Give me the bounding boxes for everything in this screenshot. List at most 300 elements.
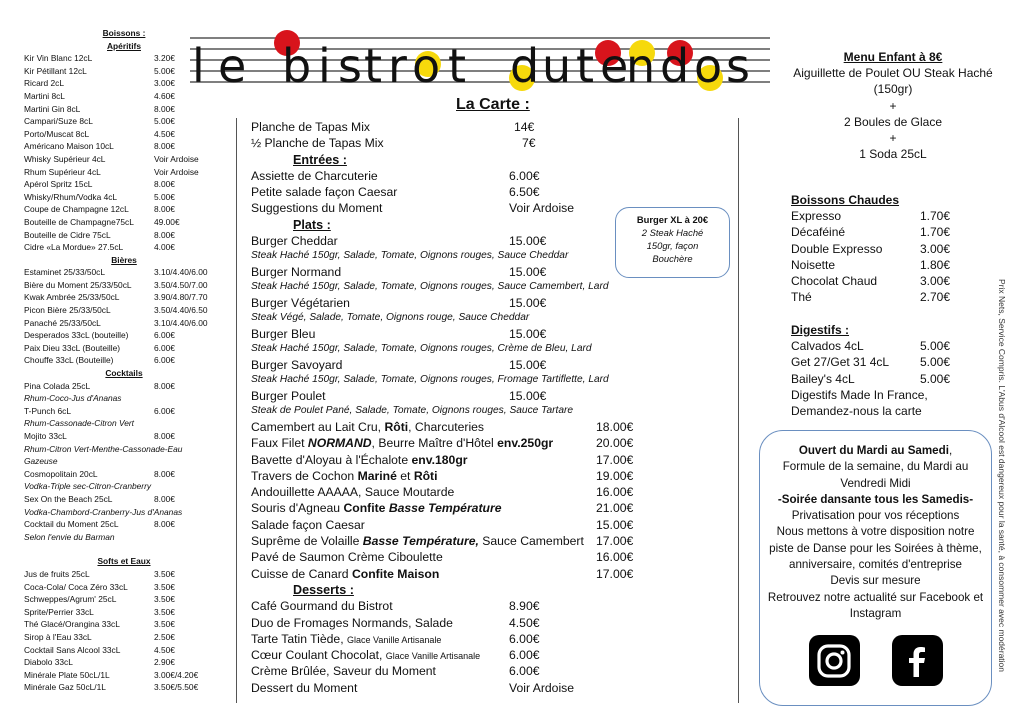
logo-letter: t	[448, 39, 467, 93]
drink-price: 8.00€	[154, 431, 175, 441]
drink-name: Américano Maison 10cL	[24, 141, 114, 152]
drink-price: 8.00€	[154, 103, 175, 114]
plat-bold: Confite Maison	[351, 566, 440, 581]
drink-price: 3.20€	[154, 53, 175, 64]
info-box	[759, 430, 992, 706]
logo-letter: l	[192, 39, 205, 93]
kids-menu-title: Menu Enfant à 8€	[843, 50, 943, 64]
plat-price: 21.00€	[596, 501, 634, 516]
drink-price: 2.50€	[154, 631, 175, 642]
dessert-item	[251, 663, 641, 679]
menu-item-price: 6.00€	[509, 168, 540, 183]
drink-price: 8.00€	[154, 229, 175, 240]
plat-text: et	[396, 468, 414, 483]
formule-text: Formule de la semaine, du Mardi au Vendredi Midi	[782, 460, 969, 490]
hot-drink-price: 3.00€	[920, 273, 951, 288]
drink-row	[24, 317, 224, 330]
digestif-price: 5.00€	[920, 371, 951, 386]
dessert-item	[251, 598, 641, 614]
drink-price: Voir Ardoise	[154, 166, 199, 177]
privatisation-text: Privatisation pour vos réceptions	[791, 509, 960, 523]
menu-item-price: 15.00€	[509, 296, 547, 311]
hot-drink	[791, 257, 981, 273]
drink-price: 3.50€	[154, 606, 175, 617]
drinks-title: Boissons :	[102, 28, 146, 38]
plat-item	[251, 549, 641, 565]
plat-item	[251, 517, 641, 533]
drink-row	[24, 493, 224, 506]
bieres-list	[24, 266, 224, 367]
plat-text: Pavé de Saumon Crème Ciboulette	[251, 550, 443, 565]
burger-xl-box	[615, 207, 730, 278]
dessert-price: 6.00€	[509, 631, 540, 646]
menu-item	[251, 357, 641, 373]
drink-name: Ricard 2cL	[24, 78, 65, 89]
logo-letter: s	[338, 39, 362, 93]
drink-name: Pina Colada 25cL	[24, 380, 91, 391]
hot-drink	[791, 273, 981, 289]
drink-name: Whisky Supérieur 4cL	[24, 153, 106, 164]
drink-price: 8.00€	[154, 468, 175, 479]
plat-name	[251, 567, 439, 581]
logo-letter: b	[282, 39, 312, 93]
hot-drink-name: Noisette	[791, 257, 836, 272]
menu-item	[251, 295, 641, 311]
menu-item-name: Burger Savoyard	[251, 358, 343, 373]
drink-price: 4.50€	[154, 128, 175, 139]
drink-price: 3.00€	[154, 78, 175, 89]
drink-row	[24, 656, 224, 669]
menu-item-name: Burger Normand	[251, 265, 342, 280]
plat-text: Cuisse de Canard	[251, 566, 352, 581]
dessert-item	[251, 680, 641, 696]
drink-name: T-Punch 6cL	[24, 405, 72, 416]
drink-row	[24, 518, 224, 531]
dessert-price: 6.00€	[509, 648, 540, 663]
dessert-name: Dessert du Moment	[251, 680, 358, 695]
drink-desc: Vodka-Triple sec-Citron-Cranberry	[24, 481, 152, 492]
drink-name: Chouffe 33cL (Bouteille)	[24, 355, 114, 366]
drink-name: Kir Vin Blanc 12cL	[24, 53, 93, 64]
drink-price: 5.00€	[154, 191, 175, 202]
menu-item	[251, 233, 641, 249]
hot-drink-price: 1.70€	[920, 209, 951, 224]
hot-drink	[791, 208, 981, 224]
drink-price: 6.00€	[154, 405, 175, 416]
drink-price: 5.00€	[154, 116, 175, 127]
digestif	[791, 371, 991, 387]
burger-xl-line: 150gr, façon	[646, 240, 699, 251]
entrees-title: Entrées :	[293, 152, 347, 167]
drink-row	[24, 644, 224, 657]
menu-item-price: Voir Ardoise	[509, 201, 575, 216]
digestifs-title: Digestifs :	[791, 323, 850, 337]
drink-price: 6.00€	[154, 342, 175, 353]
bieres-title: Bières	[111, 254, 137, 265]
kids-menu-line: 2 Boules de Glace	[843, 114, 943, 129]
plat-text: Camembert au Lait Cru,	[251, 419, 385, 434]
drink-row	[24, 266, 224, 279]
dessert-price: Voir Ardoise	[509, 680, 575, 695]
drink-name: Coupe de Champagne 12cL	[24, 204, 129, 215]
logo-letter: d	[510, 39, 540, 93]
soiree-text: -Soirée dansante tous les Samedis-	[777, 492, 974, 506]
dance-floor-text: Nous mettons à votre disposition notre piste de Danse pour les Soirées à thème, anniversaire, comités d'entreprise	[769, 525, 982, 572]
burger-xl-line: Bouchère	[652, 253, 693, 264]
drink-price: 4.50€	[154, 644, 175, 655]
logo-letter: n	[626, 39, 656, 93]
drink-desc: Rhum-Coco-Jus d'Ananas	[24, 393, 122, 404]
menu-item	[251, 200, 641, 216]
hot-drink-price: 3.00€	[920, 241, 951, 256]
drink-name: Mojito 33cL	[24, 431, 67, 441]
drink-price: 3.50/4.50/7.00	[154, 279, 208, 290]
digestif-name: Bailey's 4cL	[791, 371, 855, 386]
plat-item	[251, 435, 641, 451]
drink-name: Coca-Cola/ Coca Zéro 33cL	[24, 581, 128, 592]
drink-name: Thé Glacé/Orangina 33cL	[24, 619, 120, 630]
dessert-name: Cœur Coulant Chocolat, Glace Vanille Artisanale	[251, 648, 481, 663]
drink-name: Cidre «La Mordue» 27.5cL	[24, 242, 124, 253]
plat-item	[251, 468, 641, 484]
drink-row	[24, 581, 224, 594]
drink-price: 4.00€	[154, 242, 175, 253]
logo-letter: u	[542, 39, 572, 93]
menu-item	[251, 326, 641, 342]
plat-bold-italic: Basse Température,	[362, 534, 479, 549]
drink-price: 6.00€	[154, 330, 175, 341]
burger-desc: Steak Haché 150gr, Salade, Tomate, Oignons rouges, Fromage Tartiflette, Lard	[251, 374, 609, 386]
drink-price: 2.90€	[154, 657, 175, 668]
burger-desc: Steak Haché 150gr, Salade, Tomate, Oignons rouges, Sauce Camembert, Lard	[251, 281, 609, 293]
drink-name: Estaminet 25/33/50cL	[24, 267, 106, 278]
drink-desc: Vodka-Chambord-Cranberry-Jus d'Ananas	[24, 506, 183, 517]
drink-row	[24, 430, 224, 443]
plat-name	[251, 550, 443, 564]
digestif-name: Get 27/Get 31 4cL	[791, 355, 890, 370]
drink-price: 8.00€	[154, 141, 175, 152]
drink-price: 3.10/4.40/6.00	[154, 267, 208, 278]
hot-drink	[791, 241, 981, 257]
drink-row	[24, 329, 224, 342]
drink-price: 8.00€	[154, 519, 175, 530]
drink-row	[24, 216, 224, 229]
plat-name	[251, 420, 484, 434]
drink-row	[24, 128, 224, 141]
plat-bold: Rôti	[413, 468, 438, 483]
kids-menu-line: Aiguillette de Poulet OU Steak Haché	[793, 66, 993, 81]
plat-name	[251, 501, 502, 515]
drink-name: Picon Bière 25/33/50cL	[24, 305, 111, 316]
drink-row	[24, 229, 224, 242]
menu-item	[251, 388, 641, 404]
drink-row	[24, 115, 224, 128]
divider-right	[738, 118, 739, 703]
plat-price: 20.00€	[596, 436, 634, 451]
plat-bold: Confite	[343, 501, 389, 516]
dessert-price: 8.90€	[509, 599, 540, 614]
hot-drink-price: 2.70€	[920, 290, 951, 305]
dessert-item	[251, 615, 641, 631]
drink-name: Martini 8cL	[24, 90, 65, 101]
drink-row	[24, 166, 224, 179]
menu-item-price: 15.00€	[509, 358, 547, 373]
menu-item-name: Burger Végétarien	[251, 296, 350, 311]
kids-menu-line: +	[889, 131, 897, 146]
hot-drink-name: Chocolat Chaud	[791, 273, 878, 288]
plat-item	[251, 500, 641, 516]
drink-price: 8.00€	[154, 380, 175, 391]
drink-name: Schweppes/Agrum' 25cL	[24, 594, 117, 605]
drink-desc: Rhum-Cassonade-Citron Vert	[24, 418, 135, 429]
drink-row	[24, 606, 224, 619]
dessert-name: Tarte Tatin Tiède, Glace Vanille Artisanale	[251, 631, 442, 646]
plat-name	[251, 436, 553, 450]
drink-row	[24, 593, 224, 606]
drink-row	[24, 342, 224, 355]
logo-letter: o	[412, 39, 441, 93]
plat-price: 17.00€	[596, 566, 634, 581]
menu-item-price: 7€	[522, 136, 536, 151]
drink-desc: Rhum-Citron Vert-Menthe-Cassonade-Eau	[24, 443, 183, 454]
burger-desc: Steak Haché 150gr, Salade, Tomate, Oignons rouges, Sauce Cheddar	[251, 250, 569, 262]
digestif-price: 5.00€	[920, 355, 951, 370]
menu-item-name: Burger Bleu	[251, 327, 316, 342]
plat-item	[251, 452, 641, 468]
drink-price: 3.50€	[154, 568, 175, 579]
logo-letter: o	[694, 39, 723, 93]
drink-price: 3.50/4.40/6.50	[154, 305, 208, 316]
cocktails-title: Cocktails	[105, 368, 143, 379]
drink-name: Sirop à l'Eau 33cL	[24, 631, 92, 642]
logo-letter: e	[600, 39, 629, 93]
menu-item	[251, 264, 641, 280]
plat-name	[251, 469, 438, 483]
drink-price: 3.90/4.80/7.70	[154, 292, 208, 303]
menu-item-price: 15.00€	[509, 389, 547, 403]
softs-list	[24, 568, 224, 694]
drink-name: Jus de fruits 25cL	[24, 568, 90, 579]
plat-name	[251, 453, 468, 467]
desserts-title: Desserts :	[293, 582, 354, 597]
digestif-price: 5.00€	[920, 339, 951, 354]
drink-name: Desperados 33cL (bouteille)	[24, 330, 129, 341]
plats-title: Plats :	[293, 217, 331, 232]
plat-text: Bavette d'Aloyau à l'Échalote	[251, 452, 412, 467]
menu-item-price: 6.50€	[509, 185, 540, 200]
drink-name: Rhum Supérieur 4cL	[24, 166, 101, 177]
drink-row	[24, 203, 224, 216]
plat-price: 19.00€	[596, 468, 634, 483]
plat-text: Travers de Cochon	[251, 468, 358, 483]
menu-item	[251, 184, 641, 200]
drink-row	[24, 191, 224, 204]
drink-name: Minérale Gaz 50cL/1L	[24, 682, 106, 693]
legal-note-text: Prix Nets, Service Compris. L'Abus d'Alcool est dangereux pour la santé, à consommer avec modération	[997, 279, 1007, 673]
dessert-name: Duo de Fromages Normands, Salade	[251, 615, 453, 630]
drink-name: Kir Pétillant 12cL	[24, 65, 87, 76]
logo-letter: d	[660, 39, 690, 93]
hot-drink	[791, 289, 981, 305]
digestif-name: Calvados 4cL	[791, 339, 864, 354]
drink-price: 8.00€	[154, 493, 175, 504]
bistrot-logo	[190, 20, 770, 100]
plat-price: 16.00€	[596, 485, 634, 500]
kids-menu-line: 1 Soda 25cL	[859, 147, 927, 162]
drink-row	[24, 669, 224, 682]
digestifs-note: Digestifs Made In France, Demandez-nous la carte	[791, 387, 928, 418]
plat-item	[251, 533, 641, 549]
dessert-price: 4.50€	[509, 615, 540, 630]
carte-menu	[251, 119, 641, 696]
logo-letter: e	[218, 39, 247, 93]
plat-item	[251, 566, 641, 582]
plat-text: Suprême de Volaille	[251, 534, 363, 549]
drink-row	[24, 103, 224, 116]
digestifs	[791, 322, 991, 419]
drink-row	[24, 380, 224, 393]
dessert-extra: Glace Vanille Artisanale	[346, 634, 442, 645]
drink-name: Panaché 25/33/50cL	[24, 317, 101, 328]
drink-row	[24, 279, 224, 292]
logo-letter: s	[726, 39, 750, 93]
drink-row	[24, 468, 224, 481]
drink-name: Kwak Ambrée 25/33/50cL	[24, 292, 120, 303]
drink-desc: Gazeuse	[24, 456, 58, 467]
hot-drink	[791, 224, 981, 240]
drink-price: 4.60€	[154, 90, 175, 101]
hot-drink-name: Double Expresso	[791, 241, 883, 256]
drink-row	[24, 354, 224, 367]
drink-name: Cocktail Sans Alcool 33cL	[24, 644, 121, 655]
drink-name: Minérale Plate 50cL/1L	[24, 669, 110, 680]
plat-price: 17.00€	[596, 534, 634, 549]
hot-drink-name: Décaféiné	[791, 225, 846, 240]
drink-name: Sex On the Beach 25cL	[24, 493, 113, 504]
menu-item	[251, 119, 641, 135]
plat-bold: env.180gr	[411, 452, 468, 467]
drink-name: Campari/Suze 8cL	[24, 116, 93, 127]
dessert-name: Café Gourmand du Bistrot	[251, 599, 393, 614]
drink-row	[24, 618, 224, 631]
facebook-icon[interactable]	[892, 635, 943, 686]
hot-drink-price: 1.80€	[920, 257, 951, 272]
dessert-price: 6.00€	[509, 664, 540, 679]
plat-bold-italic: NORMAND	[307, 436, 372, 451]
drink-price: 3.10/4.40/6.00	[154, 317, 208, 328]
drink-row	[24, 153, 224, 166]
plat-name	[251, 534, 584, 548]
hot-drinks-title: Boissons Chaudes	[791, 193, 900, 207]
plat-text: Faux Filet	[251, 436, 308, 451]
menu-item-name: Assiette de Charcuterie	[251, 168, 378, 183]
drink-price: 8.00€	[154, 179, 175, 190]
hot-drinks	[791, 192, 981, 305]
drink-row	[24, 140, 224, 153]
drink-row	[24, 304, 224, 317]
plat-bold-italic: Basse Température	[388, 501, 502, 516]
opening-days: Ouvert du Mardi au Samedi	[798, 444, 949, 457]
burger-desc: Steak Haché 150gr, Salade, Tomate, Oignons rouges, Crème de Bleu, Lard	[251, 343, 592, 355]
logo-letter: t	[364, 39, 383, 93]
drink-name: Bouteille de Cidre 75cL	[24, 229, 111, 240]
burger-xl-line: 2 Steak Haché	[641, 227, 704, 238]
drink-row	[24, 631, 224, 644]
drink-name: Bière du Moment 25/33/50cL	[24, 279, 132, 290]
plat-bold: env.250gr	[497, 436, 554, 451]
aperitifs-title: Apéritifs	[107, 40, 141, 51]
kids-menu-line: (150gr)	[873, 82, 913, 97]
burger-desc: Steak de Poulet Pané, Salade, Tomate, Oignons rouges, Sauce Tartare	[251, 405, 574, 417]
digestif	[791, 338, 991, 354]
instagram-icon[interactable]	[809, 635, 860, 686]
burger-xl-title: Burger XL à 20€	[636, 214, 709, 225]
social-text: Retrouvez notre actualité sur Facebook et Instagram	[767, 590, 984, 620]
drink-price: 3.50€	[154, 619, 175, 630]
drink-row	[24, 178, 224, 191]
plat-price: 18.00€	[596, 419, 634, 434]
menu-item-name: Suggestions du Moment	[251, 201, 383, 216]
drink-price: 49.00€	[154, 216, 180, 227]
drink-price: 3.50€	[154, 594, 175, 605]
plat-price: 17.00€	[596, 452, 634, 467]
dessert-extra: Glace Vanille Artisanale	[385, 651, 481, 662]
plat-price: 15.00€	[596, 517, 634, 532]
menu-item	[251, 135, 641, 151]
logo-letter: r	[388, 39, 407, 93]
drink-desc: Selon l'envie du Barman	[24, 531, 115, 542]
plat-item	[251, 484, 641, 500]
plat-text: Sauce Camembert	[478, 534, 584, 549]
dessert-item	[251, 647, 641, 663]
divider-left	[236, 118, 237, 703]
menu-item-name: Burger Cheddar	[251, 234, 338, 249]
drink-row	[24, 241, 224, 254]
drink-price: 3.00€/4.20€	[154, 669, 199, 680]
kids-menu-line: +	[889, 98, 897, 113]
menu-item-name: Burger Poulet	[251, 389, 326, 403]
cocktails-list	[24, 380, 224, 544]
drink-price: 6.00€	[154, 355, 175, 366]
drink-name: Whisky/Rhum/Vodka 4cL	[24, 191, 118, 202]
drink-name: Diabolo 33cL	[24, 657, 73, 668]
drink-row	[24, 291, 224, 304]
drink-name: Porto/Muscat 8cL	[24, 128, 90, 139]
logo-letter: i	[318, 39, 331, 93]
plat-text: Salade façon Caesar	[251, 517, 365, 532]
drink-price: 8.00€	[154, 204, 175, 215]
menu-item-price: 15.00€	[509, 234, 547, 249]
plat-bold: Rôti	[384, 419, 409, 434]
plat-name	[251, 518, 365, 532]
plat-text: Souris d'Agneau	[251, 501, 344, 516]
devis-text: Devis sur mesure	[830, 574, 921, 588]
hot-drink-name: Expresso	[791, 209, 842, 224]
plat-name	[251, 485, 454, 499]
menu-item-price: 15.00€	[509, 327, 547, 342]
hot-drink-name: Thé	[791, 290, 812, 305]
drink-price: 3.50€/5.50€	[154, 682, 199, 693]
legal-note	[997, 279, 1007, 699]
drink-name: Sprite/Perrier 33cL	[24, 606, 94, 617]
carte-title: La Carte :	[456, 96, 530, 113]
drink-name: Paix Dieu 33cL (Bouteille)	[24, 342, 121, 353]
plat-bold: Mariné	[357, 468, 397, 483]
plat-text: , Beurre Maître d'Hôtel	[371, 436, 498, 451]
drink-name: Apérol Spritz 15cL	[24, 179, 93, 190]
burger-desc: Steak Végé, Salade, Tomate, Oignons rouge, Sauce Cheddar	[251, 312, 530, 324]
softs-title: Softs et Eaux	[97, 556, 151, 567]
